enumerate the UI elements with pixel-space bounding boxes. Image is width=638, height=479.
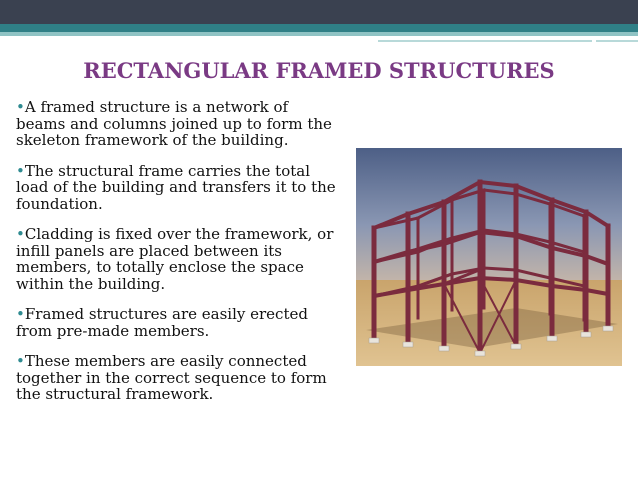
- bullet-line: beams and columns joined up to form the: [16, 114, 332, 133]
- slide-title: RECTANGULAR FRAMED STRUCTURES: [83, 58, 555, 83]
- bullet-line: load of the building and transfers it to the: [16, 178, 336, 196]
- bullet-item: [16, 353, 352, 403]
- bullet-line: •The structural frame carries the total: [16, 161, 311, 180]
- bullet-line: •These members are easily connected: [16, 352, 307, 370]
- bullet-line: •Cladding is fixed over the framework, or: [16, 225, 334, 243]
- steel-frame-illustration: [356, 148, 622, 366]
- bullet-line: foundation.: [16, 194, 103, 213]
- bullet-item: [16, 163, 352, 213]
- bullet-item: [16, 226, 352, 292]
- bullet-line: members, to totally enclose the space: [16, 258, 304, 276]
- header-teal-light-bar: [0, 32, 638, 36]
- bullet-marker: •: [16, 98, 25, 116]
- bullet-marker: •: [16, 305, 25, 323]
- bullet-item: [16, 306, 352, 339]
- bullet-marker: •: [16, 352, 25, 370]
- header-accent-line: [596, 40, 638, 42]
- framed-structure-image: [356, 148, 622, 366]
- bullet-line: together in the correct sequence to form: [16, 368, 327, 387]
- bullet-marker: •: [16, 225, 25, 243]
- bullet-list: [16, 99, 352, 417]
- bullet-line: within the building.: [16, 274, 166, 293]
- bullet-line: the structural framework.: [16, 385, 214, 403]
- header-teal-bar: [0, 24, 638, 32]
- bullet-line: •Framed structures are easily erected: [16, 305, 308, 323]
- header-accent-line: [378, 40, 592, 42]
- bullet-line: infill panels are placed between its: [16, 241, 282, 260]
- bullet-line: from pre-made members.: [16, 321, 210, 340]
- bullet-marker: •: [16, 161, 25, 180]
- header-dark-bar: [0, 0, 638, 24]
- bullet-line: •A framed structure is a network of: [16, 98, 289, 116]
- bullet-item: [16, 99, 352, 149]
- bullet-line: skeleton framework of the building.: [16, 131, 289, 149]
